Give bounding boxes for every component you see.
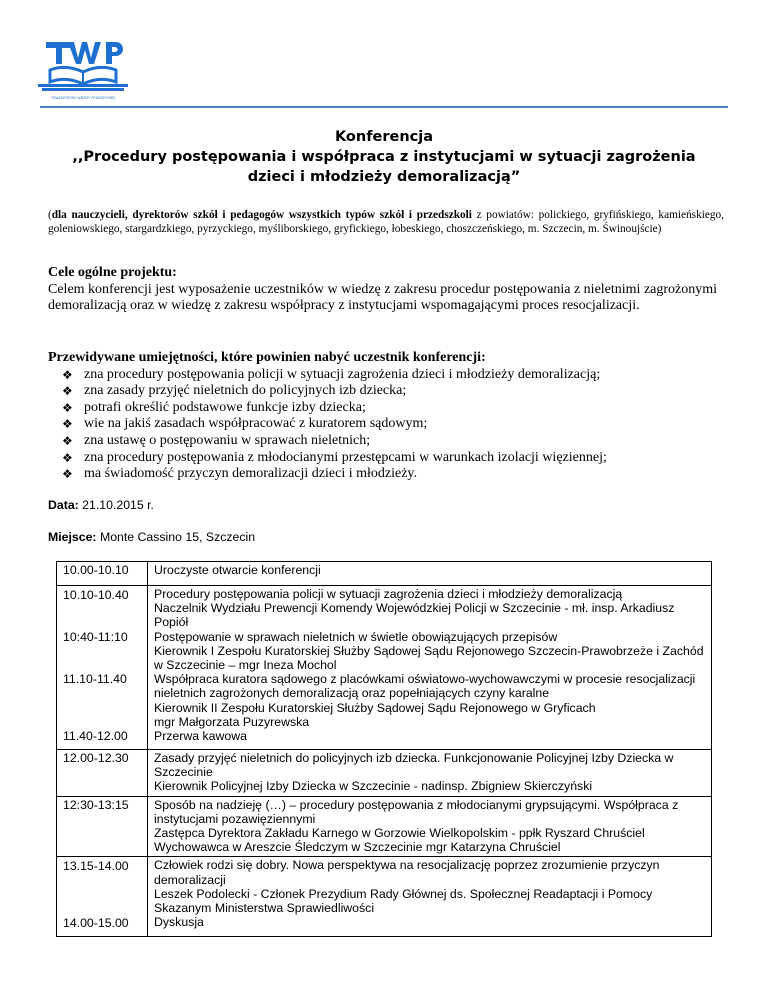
list-item: ❖ wie na jakiś zasadach współpracować z kuratorem sądowym;	[62, 416, 428, 432]
header-rule	[40, 106, 728, 108]
diamond-bullet-icon: ❖	[62, 433, 73, 448]
goals-text: Celem konferencji jest wyposażenie uczestników w wiedzę z zakresu procedur postępowania z nieletnimi zagrożonymi demoralizacją oraz w wiedzę z zakresu współpracy z instytucjami wspomagającymi proces resocjalizacji.	[48, 281, 718, 314]
date-label: Data:	[48, 498, 79, 512]
table-row	[57, 750, 712, 797]
time-cell: 10.00-10.10	[57, 562, 148, 586]
time-cell: 13.15-14.00 14.00-15.00	[57, 857, 148, 937]
diamond-bullet-icon: ❖	[62, 367, 73, 382]
audience-rest: z powiatów: polickiego, gryfińskiego, kamieńskiego, goleniowskiego, stargardzkiego, pyrzyckiego, myśliborskiego, gryfickiego, łobeskiego, choszczeńskiego, m. Szczecin, m. Świnoujście)	[48, 209, 724, 235]
title-line-2: ,,Procedury postępowania i współpraca z instytucjami w sytuacji zagrożenia	[72, 149, 696, 165]
logo-caption: TOWARZYSTWO WIEDZY POWSZECHNEJ	[50, 96, 116, 100]
audience-note	[48, 208, 724, 236]
goals-section	[48, 265, 728, 315]
list-item: ❖ ma świadomość przyczyn demoralizacji dzieci i młodzieży.	[62, 466, 418, 482]
table-row	[57, 586, 712, 750]
audience-open: (	[48, 209, 52, 221]
topic-cell: Sposób na nadzieję (…) – procedury postępowania z młodocianymi grypsującymi. Współpraca z instytucjami pozawięziennymi Zastępca Dyrektora Zakładu Karnego w Gorzowie Wielkopolskim - ppłk Ryszard Chruściel Wychowawca w Areszcie Śledczym w Szczecinie mgr Katarzyna Chruściel	[148, 796, 712, 857]
diamond-bullet-icon: ❖	[62, 467, 73, 482]
table-row	[57, 562, 712, 586]
audience-bold: dla nauczycieli, dyrektorów szkół i pedagogów wszystkich typów szkół i przedszkoli	[51, 209, 472, 221]
agenda-table	[56, 561, 712, 937]
goals-heading: Cele ogólne projektu:	[48, 265, 177, 280]
page-title	[20, 127, 748, 187]
list-item: ❖ potrafi określić podstawowe funkcje izby dziecka;	[62, 399, 366, 415]
topic-cell: Uroczyste otwarcie konferencji	[148, 562, 712, 586]
title-line-3: dzieci i młodzieży demoralizacją”	[247, 169, 521, 185]
list-item: ❖ zna zasady przyjęć nieletnich do policyjnych izb dziecka;	[62, 383, 407, 399]
diamond-bullet-icon: ❖	[62, 400, 73, 415]
place-label: Miejsce:	[48, 530, 97, 544]
time-cell: 12:30-13:15	[57, 796, 148, 857]
skills-list	[48, 367, 738, 483]
skills-heading: Przewidywane umiejętności, które powinien nabyć uczestnik konferencji:	[48, 350, 486, 365]
date-value: 21.10.2015 r.	[78, 498, 154, 512]
table-row	[57, 857, 712, 937]
time-cell: 10.10-10.40 10:40-11:10 11.10-11.40 11.40-12.00	[57, 586, 148, 750]
place-value: Monte Cassino 15, Szczecin	[96, 530, 256, 544]
diamond-bullet-icon: ❖	[62, 384, 73, 399]
topic-cell: Procedury postępowania policji w sytuacji zagrożenia dzieci i młodzieży demoralizacją Naczelnik Wydziału Prewencji Komendy Wojewódzkiej Policji w Szczecinie - mł. insp. Arkadiusz Popiół Postępowanie w sprawach nieletnich w świetle obowiązujących przepisów Kierownik I Zespołu Kuratorskiej Służby Sądowej Sądu Rejonowego Szczecin-Prawobrzeże i Zachód w Szczecinie – mgr Ineza Mochol Współpraca kuratora sądowego z placówkami oświatowo-wychowawczymi w procesie resocjalizacji nieletnich zagrożonych demoralizacją oraz popełniających czyny karalne Kierownik II Zespołu Kuratorskiej Służby Sądowej Sądu Rejonowego w Gryficach mgr Małgorzata Puzyrewska Przerwa kawowa	[148, 586, 712, 750]
date-line	[48, 498, 154, 512]
list-item: ❖ zna procedury postępowania z młodocianymi przestępcami w warunkach izolacji więziennej;	[62, 449, 607, 465]
topic-cell: Człowiek rodzi się dobry. Nowa perspektywa na resocjalizację poprzez zrozumienie przyczyn demoralizacji Leszek Podolecki - Członek Prezydium Rady Głównej ds. Społecznej Readaptacji i Pomocy Skazanym Ministerstwa Sprawiedliwości Dyskusja	[148, 857, 712, 937]
skills-section	[48, 350, 738, 483]
title-line-1: Konferencja	[334, 129, 434, 145]
list-item: ❖ zna ustawę o postępowaniu w sprawach nieletnich;	[62, 432, 371, 448]
time-cell: 12.00-12.30	[57, 750, 148, 797]
place-line	[48, 530, 255, 544]
twp-logo	[28, 34, 138, 104]
diamond-bullet-icon: ❖	[62, 417, 73, 432]
topic-cell: Zasady przyjęć nieletnich do policyjnych izb dziecka. Funkcjonowanie Policyjnej Izby Dziecka w Szczecinie Kierownik Policyjnej Izby Dziecka w Szczecinie - nadinsp. Zbigniew Skierczyński	[148, 750, 712, 797]
table-row	[57, 796, 712, 857]
list-item: ❖ zna procedury postępowania policji w sytuacji zagrożenia dzieci i młodzieży demoralizacją;	[62, 366, 601, 382]
diamond-bullet-icon: ❖	[62, 450, 73, 465]
